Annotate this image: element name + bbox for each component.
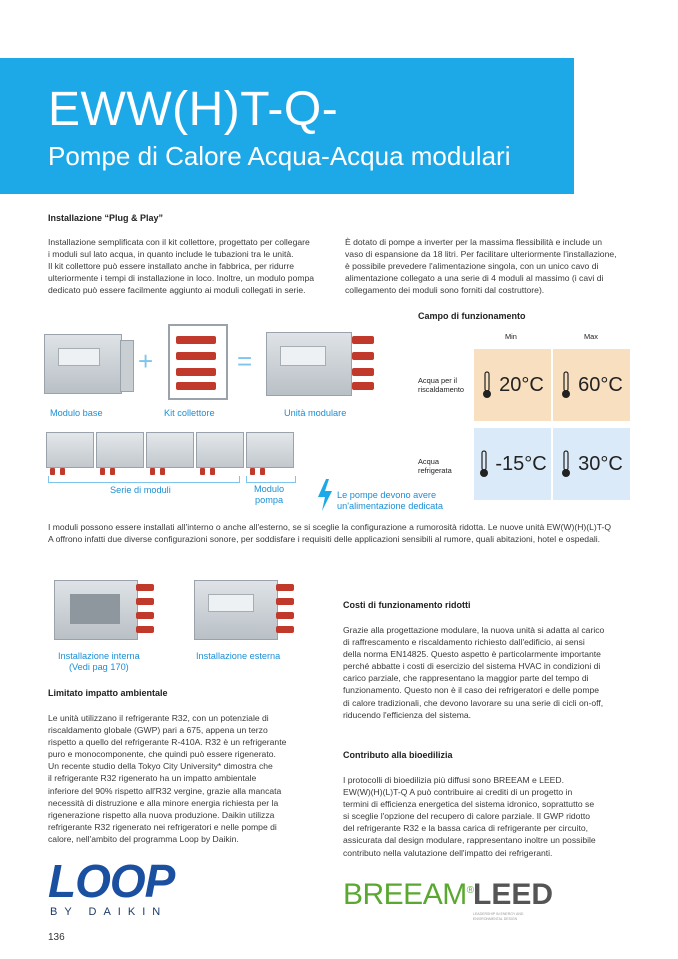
heating-min-cell [474,349,551,421]
outdoor-installation-image [190,572,298,646]
note-line: Le pompe devono avere [337,490,437,500]
pump-bracket [246,476,296,483]
plus-sign: + [138,346,154,376]
caption-line: Installazione interna [58,651,140,661]
bio-heading: Contributo alla bioedilizia [343,750,453,760]
pump-power-note [337,490,443,512]
text-line: Installazione semplificata con il kit collettore, progettato per collegare [48,237,310,247]
chilled-max-cell [553,428,630,500]
text-line: Le unità utilizzano il refrigerante R32, con un potenziale di [48,713,269,723]
text-line: contributo nella valutazione dell'impatto dei refrigeranti. [343,847,553,858]
caption-line: (Vedi pag 170) [68,662,129,672]
bio-text [343,774,643,859]
text-line: del refrigerante R32 e la bassa carica di refrigerante per circuito, [343,823,589,834]
text-line: Il kit collettore può essere installato anche in fabbrica, per ridurre [48,261,295,272]
text-line: EW(W)(H)(L)T-Q A può contribuire ai crediti di un progetto in [343,787,573,798]
heating-max-cell [553,349,630,421]
page-title: EWW(H)T-Q- [48,83,339,136]
leed-tagline [473,912,523,921]
min-label: Min [505,332,517,341]
text-line: necessità di distruzione e alla minore energia richiesta per la [48,797,279,808]
max-label: Max [584,332,598,341]
label-line: refrigerata [418,466,452,475]
loop-logo: LOOP [48,855,175,907]
by-daikin-text: BY DAIKIN [50,906,168,918]
pump-label-line: Modulo [254,484,285,494]
tagline-line: ENVIRONMENTAL DESIGN [473,916,518,921]
heating-max-value: 60°C [578,373,623,396]
indoor-installation-image [50,572,158,646]
base-module-image [44,326,134,394]
heating-min-value: 20°C [499,373,544,396]
operating-range-heading: Campo di funzionamento [418,311,526,321]
indoor-installation-label [58,651,140,673]
text-line: calore, nell'ambito del programma Loop by Daikin. [48,833,239,844]
label-line: Acqua [418,457,439,466]
breeam-text: BREEAM [343,878,467,911]
text-line: refrigerante R32 rigenerato nei refrigeratori e nelle pompe di [48,821,277,832]
thermometer-icon [560,450,572,478]
text-line: A offrono infatti due diverse configurazioni sonore, per soddisfare i requisiti delle applicazioni sensibili al rumore, quali abitazioni, hotel e ospedali. [48,534,601,545]
label-manifold-kit: Kit collettore [164,408,215,418]
module-series-image [46,432,296,472]
page-subtitle: Pompe di Calore Acqua-Acqua modulari [48,141,511,171]
lightning-icon [316,479,334,511]
text-line: inferiore del 90% rispetto all'R32 vergine, grazie alla mancata [48,785,282,796]
impact-heading: Limitato impatto ambientale [48,688,168,698]
text-line: assicurata dal design modulare, rappresentano inoltre un possibile [343,835,596,846]
text-line: di calore tradizionali, che devono lavorare su una serie di cicli on-off, [343,697,604,708]
text-line: è possibile prevedere l'alimentazione singola, con un unico cavo di [345,261,599,272]
heating-water-label [418,376,464,394]
text-line: rigenerazione rispetto alla nuova produzione. Daikin utilizza [48,809,275,820]
text-line: vaso di espansione da 18 litri. Per facilitare ulteriormente l'installazione, [345,249,617,260]
chilled-min-cell [474,428,551,500]
manifold-kit-image [164,322,228,398]
plug-play-heading: Installazione “Plug & Play” [48,213,164,223]
text-line: si sceglie l'opzione del recupero di calore parziale. Il GWP ridotto [343,811,591,822]
pump-label-line: pompa [255,495,284,505]
breeam-logo [343,880,474,910]
text-line: alimentazione collegato a una serie di 4 moduli al massimo (i cavi di [345,273,604,284]
text-line: il refrigerante R32 rigenerato ha un impatto ambientale [48,773,257,784]
label-line: riscaldamento [418,385,465,394]
text-line: I protocolli di bioedilizia più diffusi sono BREEAM e LEED. [343,775,565,785]
thermometer-icon [560,371,572,399]
label-module-series: Serie di moduli [110,485,171,495]
text-line: della norma EN14825. Questo aspetto è particolarmente importante [343,649,601,660]
registered-mark: ® [466,885,474,896]
label-modular-unit: Unità modulare [284,408,347,418]
text-line: i moduli sul lato acqua, in quanto include le tubazioni tra le unità. [48,249,294,260]
text-line: dedicato può essere facilmente aggiunto ai moduli collegati in serie. [48,285,306,296]
plug-play-left-text [48,236,338,296]
text-line: perché abbatte i costi di esercizio del sistema HVAC in condizioni di [343,661,601,672]
impact-text [48,712,338,845]
text-line: carico parziale, che rappresentano la maggior parte del tempo di [343,673,589,684]
text-line: rispetto a quello del refrigerante R-410A. R32 è un refrigerante [48,737,287,748]
costs-heading: Costi di funzionamento ridotti [343,600,471,610]
text-line: di raffrescamento e riscaldamento richiesto dall'edificio, ai sensi [343,637,585,648]
chilled-water-label [418,457,452,475]
text-line: ulteriormente i tempi di installazione in loco. Inoltre, un modulo pompa [48,273,315,284]
chilled-max-value: 30°C [578,452,623,475]
label-pump-module [254,484,284,506]
equals-sign: = [237,346,253,376]
page-number: 136 [48,932,65,943]
outdoor-installation-label: Installazione esterna [196,651,281,661]
series-bracket [48,476,240,483]
text-line: I moduli possono essere installati all'interno o anche all'esterno, se si sceglie la configurazione a rumorosità ridotta. Le nuove unità EW(W)(H)(L)T-Q [48,522,612,532]
text-line: collegamento dei moduli sono forniti dal costruttore). [345,285,545,296]
text-line: funzionamento. Questo non è il caso dei refrigeratori e delle pompe [343,685,600,696]
tagline-line: LEADERSHIP IN ENERGY AND [473,912,524,916]
thermometer-icon [481,371,493,399]
text-line: puro e monocomponente, che quindi può essere rigenerato. [48,749,276,760]
text-line: termini di efficienza energetica del sistema idronico, soprattutto se [343,799,595,810]
text-line: riscaldamento globale (GWP) pari a 675, appena un terzo [48,725,268,736]
installation-text [48,521,648,545]
thermometer-icon [478,450,490,478]
costs-text [343,624,643,721]
modular-unit-image [266,322,378,398]
text-line: Un recente studio della Tokyo City University* dimostra che [48,761,273,772]
leed-logo: LEED [473,878,554,911]
label-base-module: Modulo base [50,408,103,418]
plug-play-right-text [345,236,635,296]
label-line: Acqua per il [418,376,458,385]
chilled-min-value: -15°C [495,452,547,475]
note-line: un'alimentazione dedicata [337,501,443,511]
text-line: riducendo l'efficienza del sistema. [343,709,472,720]
text-line: È dotato di pompe a inverter per la massima flessibilità e include un [345,237,602,247]
text-line: Grazie alla progettazione modulare, la nuova unità si adatta al carico [343,625,605,635]
